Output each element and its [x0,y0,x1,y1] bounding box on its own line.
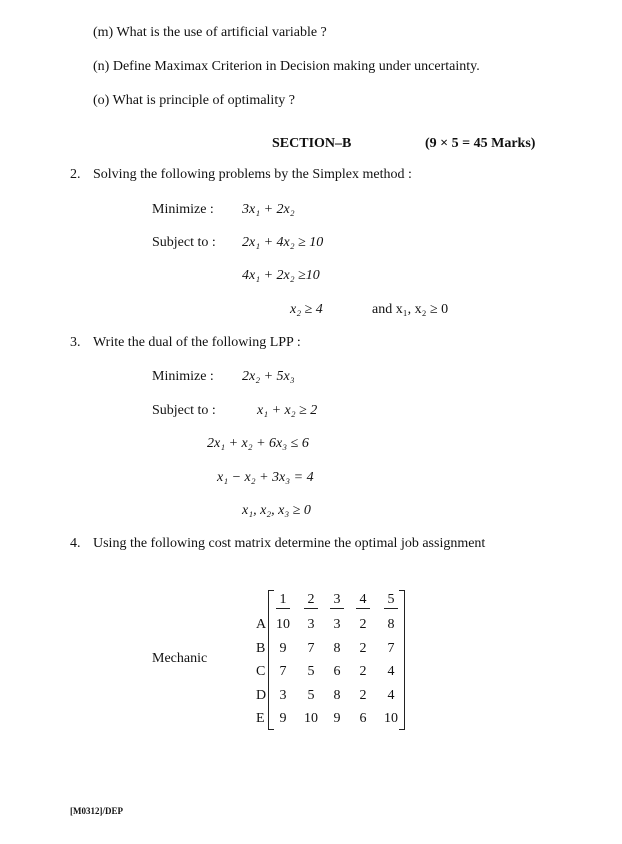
question-text: Define Maximax Criterion in Decision making under uncertainty. [112,59,480,74]
section-title: SECTION–B [272,136,352,151]
q2-constraint: 4x₁ + 2x₂ ≥10 [242,268,320,283]
matrix-cell: 2 [359,664,367,679]
matrix-cell: 3 [333,617,341,632]
question-4-text: Using the following cost matrix determine the optimal job assignment [93,536,486,551]
column-label: 4 [356,592,370,609]
question-label: (n) [93,59,110,74]
matrix-row-label: B [256,640,266,656]
q2-objective: 3x₁ + 2x₂ [242,202,295,217]
matrix-column-header [271,592,295,609]
cost-matrix [268,590,405,730]
matrix-cell: 6 [333,664,341,679]
q3-objective: 2x₂ + 5x₃ [242,369,295,384]
matrix-cell: 8 [333,687,341,703]
matrix-cell: 3 [307,617,315,632]
matrix-cell: 10 [304,711,318,726]
matrix-column-header [379,592,403,609]
question-m [93,25,327,41]
column-label: 3 [330,592,344,609]
matrix-cell: 2 [359,640,367,656]
question-2-text: Solving the following problems by the Simplex method : [93,167,412,182]
column-label: 1 [276,592,290,609]
question-label: (m) [93,25,114,40]
q2-subject-label: Subject to : [152,235,216,250]
q3-subject-label: Subject to : [152,403,216,418]
matrix-cell: 9 [333,711,341,726]
footer-code: [M0312]/DEP [70,806,123,816]
question-2-number: 2. [70,167,81,182]
matrix-cell: 7 [307,640,315,656]
matrix-cell: 2 [359,617,367,632]
matrix-cell: 2 [359,687,367,703]
question-text: What is the use of artificial variable ? [116,25,327,40]
matrix-cell: 4 [387,664,395,679]
matrix-row-label: E [256,711,265,726]
matrix-cell: 4 [387,687,395,703]
q2-constraint: 2x₁ + 4x₂ ≥ 10 [242,235,324,250]
question-o [93,93,295,109]
matrix-cell: 8 [333,640,341,656]
column-label: 5 [384,592,398,609]
matrix-cell: 7 [387,640,395,656]
q2-nonnegativity: and x₁, x₂ ≥ 0 [372,302,449,317]
matrix-row-label: D [256,687,267,703]
matrix-row-label: C [256,664,266,679]
matrix-cell: 10 [384,711,398,726]
matrix-column-header [299,592,323,609]
q3-constraint: x₁ + x₂ ≥ 2 [257,403,318,418]
q2-minimize-label: Minimize : [152,202,214,217]
section-marks: (9 × 5 = 45 Marks) [425,136,536,151]
column-label: 2 [304,592,318,609]
matrix-row-title: Mechanic [152,651,208,666]
q3-constraint: 2x₁ + x₂ + 6x₃ ≤ 6 [207,436,309,451]
matrix-column-header [325,592,349,609]
matrix-cell: 9 [279,640,287,656]
matrix-cell: 3 [279,687,287,703]
question-label: (o) [93,93,110,108]
question-3-number: 3. [70,335,81,350]
q2-constraint: x₂ ≥ 4 [290,302,323,317]
question-4-number: 4. [70,536,81,551]
matrix-cell: 8 [387,617,395,632]
matrix-cell: 9 [279,711,287,726]
matrix-cell: 6 [359,711,367,726]
matrix-cell: 5 [307,664,315,679]
q3-constraint: x₁, x₂, x₃ ≥ 0 [242,503,311,518]
question-3-text: Write the dual of the following LPP : [93,335,301,350]
q3-minimize-label: Minimize : [152,369,214,384]
matrix-cell: 10 [276,617,290,632]
matrix-cell: 5 [307,687,315,703]
matrix-cell: 7 [279,664,287,679]
question-n [93,59,480,75]
matrix-row-label: A [256,617,267,632]
question-text: What is principle of optimality ? [112,93,295,108]
q3-constraint: x₁ − x₂ + 3x₃ = 4 [217,470,314,485]
matrix-column-header [351,592,375,609]
